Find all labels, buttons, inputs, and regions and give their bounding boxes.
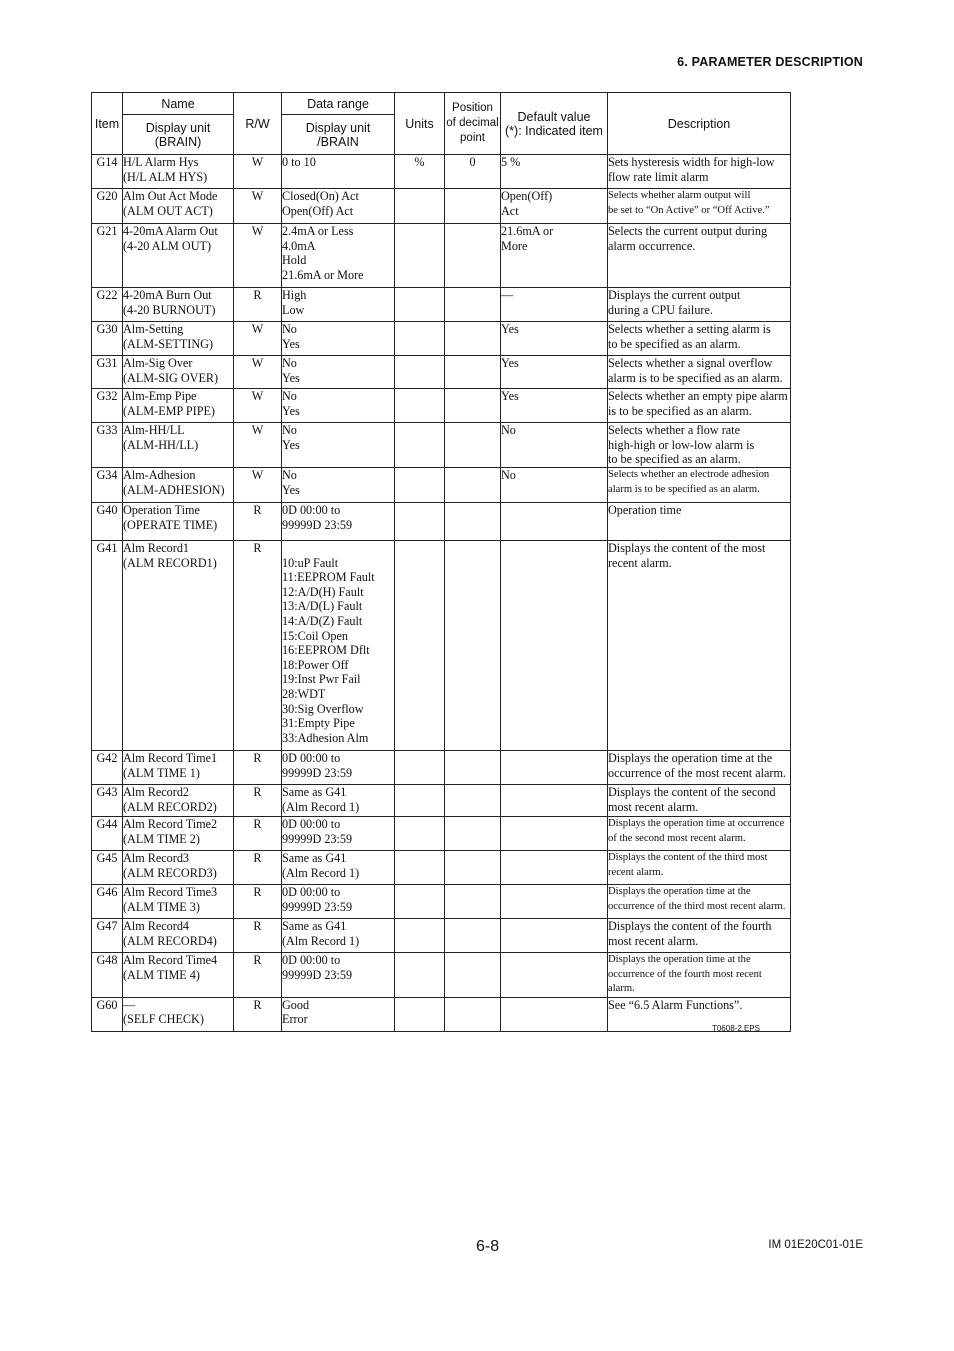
decimal-position-cell — [445, 322, 501, 356]
name-cell: — (SELF CHECK) — [123, 997, 234, 1031]
decimal-position-cell — [445, 423, 501, 468]
header-data-range: Data range — [282, 93, 395, 115]
units-cell — [395, 468, 445, 503]
decimal-position-cell — [445, 997, 501, 1031]
units-cell — [395, 356, 445, 389]
header-item: Item — [92, 93, 123, 155]
default-value-cell: 5 % — [501, 155, 608, 189]
header-rw: R/W — [234, 93, 282, 155]
table-row — [92, 817, 791, 851]
rw-cell: R — [234, 288, 282, 322]
units-cell — [395, 189, 445, 224]
default-value-cell: — — [501, 288, 608, 322]
table-row — [92, 189, 791, 224]
default-value-cell: 21.6mA or More — [501, 224, 608, 288]
table-row — [92, 389, 791, 423]
table-row — [92, 468, 791, 503]
table-row — [92, 953, 791, 998]
units-cell — [395, 919, 445, 953]
decimal-position-cell — [445, 356, 501, 389]
units-cell — [395, 785, 445, 817]
item-cell: G47 — [92, 919, 123, 953]
data-range-cell: 0 to 10 — [282, 155, 395, 189]
units-cell — [395, 997, 445, 1031]
item-cell: G30 — [92, 322, 123, 356]
rw-cell: W — [234, 389, 282, 423]
item-cell: G41 — [92, 541, 123, 751]
rw-cell: R — [234, 851, 282, 885]
data-range-cell: 0D 00:00 to 99999D 23:59 — [282, 817, 395, 851]
data-range-cell: No Yes — [282, 423, 395, 468]
eps-label: T0608-2.EPS — [711, 1024, 760, 1033]
name-cell: Alm-Setting (ALM-SETTING) — [123, 322, 234, 356]
table-row — [92, 503, 791, 541]
data-range-cell: 0D 00:00 to 99999D 23:59 — [282, 953, 395, 998]
header-units: Units — [395, 93, 445, 155]
units-cell — [395, 503, 445, 541]
item-cell: G14 — [92, 155, 123, 189]
name-cell: Alm Record1 (ALM RECORD1) — [123, 541, 234, 751]
default-value-cell: No — [501, 423, 608, 468]
description-cell: Selects whether a setting alarm is to be specified as an alarm. — [608, 322, 791, 356]
default-value-cell — [501, 503, 608, 541]
data-range-cell: 0D 00:00 to 99999D 23:59 — [282, 885, 395, 919]
default-value-cell: Open(Off) Act — [501, 189, 608, 224]
name-cell: Alm Record Time2 (ALM TIME 2) — [123, 817, 234, 851]
item-cell: G43 — [92, 785, 123, 817]
header-display-unit-brain: Display unit /BRAIN — [282, 115, 395, 155]
rw-cell: R — [234, 785, 282, 817]
item-cell: G48 — [92, 953, 123, 998]
header-position: Position of decimal point — [445, 93, 501, 155]
default-value-cell — [501, 885, 608, 919]
decimal-position-cell — [445, 189, 501, 224]
description-cell: Displays the content of the third most recent alarm. — [608, 851, 791, 885]
item-cell: G21 — [92, 224, 123, 288]
decimal-position-cell — [445, 389, 501, 423]
header-name: Name — [123, 93, 234, 115]
description-cell: Operation time — [608, 503, 791, 541]
description-cell: Displays the content of the second most recent alarm. — [608, 785, 791, 817]
default-value-cell — [501, 953, 608, 998]
data-range-cell: 0D 00:00 to 99999D 23:59 — [282, 503, 395, 541]
data-range-cell: Good Error — [282, 997, 395, 1031]
item-cell: G45 — [92, 851, 123, 885]
default-value-cell: Yes — [501, 356, 608, 389]
decimal-position-cell — [445, 885, 501, 919]
rw-cell: R — [234, 503, 282, 541]
item-cell: G42 — [92, 751, 123, 785]
table-row — [92, 155, 791, 189]
table-row — [92, 785, 791, 817]
rw-cell: R — [234, 953, 282, 998]
description-cell: See “6.5 Alarm Functions”. — [608, 997, 791, 1031]
units-cell — [395, 224, 445, 288]
decimal-position-cell — [445, 503, 501, 541]
rw-cell: W — [234, 155, 282, 189]
name-cell: Alm Record4 (ALM RECORD4) — [123, 919, 234, 953]
units-cell: % — [395, 155, 445, 189]
default-value-cell: Yes — [501, 389, 608, 423]
data-range-cell: 10:uP Fault 11:EEPROM Fault 12:A/D(H) Fault 13:A/D(L) Fault 14:A/D(Z) Fault 15:Coil Open 16:EEPROM Dflt 18:Power Off 19:Inst Pwr Fail 28:WDT 30:Sig Overflow 31:Empty Pipe 33:Adhesion Alm — [282, 541, 395, 751]
data-range-cell: Same as G41 (Alm Record 1) — [282, 785, 395, 817]
decimal-position-cell — [445, 224, 501, 288]
rw-cell: W — [234, 468, 282, 503]
decimal-position-cell — [445, 919, 501, 953]
data-range-cell: 2.4mA or Less 4.0mA Hold 21.6mA or More — [282, 224, 395, 288]
table-row — [92, 885, 791, 919]
name-cell: Alm Record Time3 (ALM TIME 3) — [123, 885, 234, 919]
rw-cell: W — [234, 224, 282, 288]
description-cell: Selects whether a flow rate high-high or low-low alarm is to be specified as an alarm. — [608, 423, 791, 468]
data-range-cell: No Yes — [282, 322, 395, 356]
table-row — [92, 919, 791, 953]
item-cell: G40 — [92, 503, 123, 541]
units-cell — [395, 288, 445, 322]
description-cell: Selects whether a signal overflow alarm is to be specified as an alarm. — [608, 356, 791, 389]
units-cell — [395, 322, 445, 356]
name-cell: Operation Time (OPERATE TIME) — [123, 503, 234, 541]
data-range-cell: No Yes — [282, 389, 395, 423]
decimal-position-cell — [445, 288, 501, 322]
document-id: IM 01E20C01-01E — [768, 1239, 863, 1251]
default-value-cell: No — [501, 468, 608, 503]
item-cell: G60 — [92, 997, 123, 1031]
rw-cell: R — [234, 997, 282, 1031]
rw-cell: R — [234, 919, 282, 953]
rw-cell: R — [234, 817, 282, 851]
default-value-cell — [501, 919, 608, 953]
table-row — [92, 322, 791, 356]
name-cell: Alm-Emp Pipe (ALM-EMP PIPE) — [123, 389, 234, 423]
page-number: 6-8 — [476, 1238, 500, 1255]
data-range-cell: Same as G41 (Alm Record 1) — [282, 919, 395, 953]
rw-cell: R — [234, 751, 282, 785]
name-cell: Alm-Adhesion (ALM-ADHESION) — [123, 468, 234, 503]
description-cell: Displays the operation time at the occurrence of the third most recent alarm. — [608, 885, 791, 919]
rw-cell: W — [234, 322, 282, 356]
name-cell: Alm-Sig Over (ALM-SIG OVER) — [123, 356, 234, 389]
table-row — [92, 751, 791, 785]
units-cell — [395, 851, 445, 885]
units-cell — [395, 389, 445, 423]
decimal-position-cell — [445, 851, 501, 885]
default-value-cell — [501, 817, 608, 851]
item-cell: G22 — [92, 288, 123, 322]
data-range-cell: Closed(On) Act Open(Off) Act — [282, 189, 395, 224]
default-value-cell — [501, 751, 608, 785]
name-cell: Alm-HH/LL (ALM-HH/LL) — [123, 423, 234, 468]
default-value-cell — [501, 785, 608, 817]
description-cell: Displays the operation time at occurrence of the second most recent alarm. — [608, 817, 791, 851]
name-cell: Alm Record Time4 (ALM TIME 4) — [123, 953, 234, 998]
default-value-cell: Yes — [501, 322, 608, 356]
default-value-cell — [501, 541, 608, 751]
data-range-cell: No Yes — [282, 468, 395, 503]
description-cell: Selects whether an electrode adhesion alarm is to be specified as an alarm. — [608, 468, 791, 503]
data-range-cell: High Low — [282, 288, 395, 322]
name-cell: Alm Record2 (ALM RECORD2) — [123, 785, 234, 817]
data-range-cell: 0D 00:00 to 99999D 23:59 — [282, 751, 395, 785]
decimal-position-cell — [445, 953, 501, 998]
rw-cell: R — [234, 541, 282, 751]
header-description: Description — [608, 93, 791, 155]
item-cell: G31 — [92, 356, 123, 389]
name-cell: Alm Record Time1 (ALM TIME 1) — [123, 751, 234, 785]
decimal-position-cell — [445, 541, 501, 751]
header-display-unit: Display unit (BRAIN) — [123, 115, 234, 155]
units-cell — [395, 817, 445, 851]
units-cell — [395, 885, 445, 919]
item-cell: G46 — [92, 885, 123, 919]
description-cell: Displays the current output during a CPU failure. — [608, 288, 791, 322]
table-row — [92, 541, 791, 751]
name-cell: Alm Record3 (ALM RECORD3) — [123, 851, 234, 885]
description-cell: Displays the operation time at the occurrence of the most recent alarm. — [608, 751, 791, 785]
decimal-position-cell: 0 — [445, 155, 501, 189]
parameter-table — [91, 92, 791, 1032]
item-cell: G20 — [92, 189, 123, 224]
section-header: 6. PARAMETER DESCRIPTION — [677, 55, 863, 69]
description-cell: Displays the content of the fourth most recent alarm. — [608, 919, 791, 953]
name-cell: Alm Out Act Mode (ALM OUT ACT) — [123, 189, 234, 224]
decimal-position-cell — [445, 817, 501, 851]
default-value-cell — [501, 851, 608, 885]
default-value-cell — [501, 997, 608, 1031]
data-range-cell: No Yes — [282, 356, 395, 389]
table-row — [92, 997, 791, 1031]
header-default: Default value (*): Indicated item — [501, 93, 608, 155]
units-cell — [395, 423, 445, 468]
name-cell: H/L Alarm Hys (H/L ALM HYS) — [123, 155, 234, 189]
rw-cell: W — [234, 356, 282, 389]
units-cell — [395, 541, 445, 751]
item-cell: G44 — [92, 817, 123, 851]
table-row — [92, 423, 791, 468]
item-cell: G33 — [92, 423, 123, 468]
item-cell: G34 — [92, 468, 123, 503]
table-row — [92, 224, 791, 288]
rw-cell: W — [234, 423, 282, 468]
name-cell: 4-20mA Alarm Out (4-20 ALM OUT) — [123, 224, 234, 288]
rw-cell: W — [234, 189, 282, 224]
description-cell: Selects whether an empty pipe alarm is to be specified as an alarm. — [608, 389, 791, 423]
units-cell — [395, 751, 445, 785]
description-cell: Selects the current output during alarm occurrence. — [608, 224, 791, 288]
description-cell: Displays the operation time at the occurrence of the fourth most recent alarm. — [608, 953, 791, 998]
units-cell — [395, 953, 445, 998]
decimal-position-cell — [445, 468, 501, 503]
table-row — [92, 288, 791, 322]
decimal-position-cell — [445, 751, 501, 785]
item-cell: G32 — [92, 389, 123, 423]
name-cell: 4-20mA Burn Out (4-20 BURNOUT) — [123, 288, 234, 322]
description-cell: Sets hysteresis width for high-low flow rate limit alarm — [608, 155, 791, 189]
table-row — [92, 851, 791, 885]
data-range-cell: Same as G41 (Alm Record 1) — [282, 851, 395, 885]
decimal-position-cell — [445, 785, 501, 817]
table-row — [92, 356, 791, 389]
description-cell: Selects whether alarm output will be set to “On Active” or “Off Active.” — [608, 189, 791, 224]
description-cell: Displays the content of the most recent alarm. — [608, 541, 791, 751]
rw-cell: R — [234, 885, 282, 919]
